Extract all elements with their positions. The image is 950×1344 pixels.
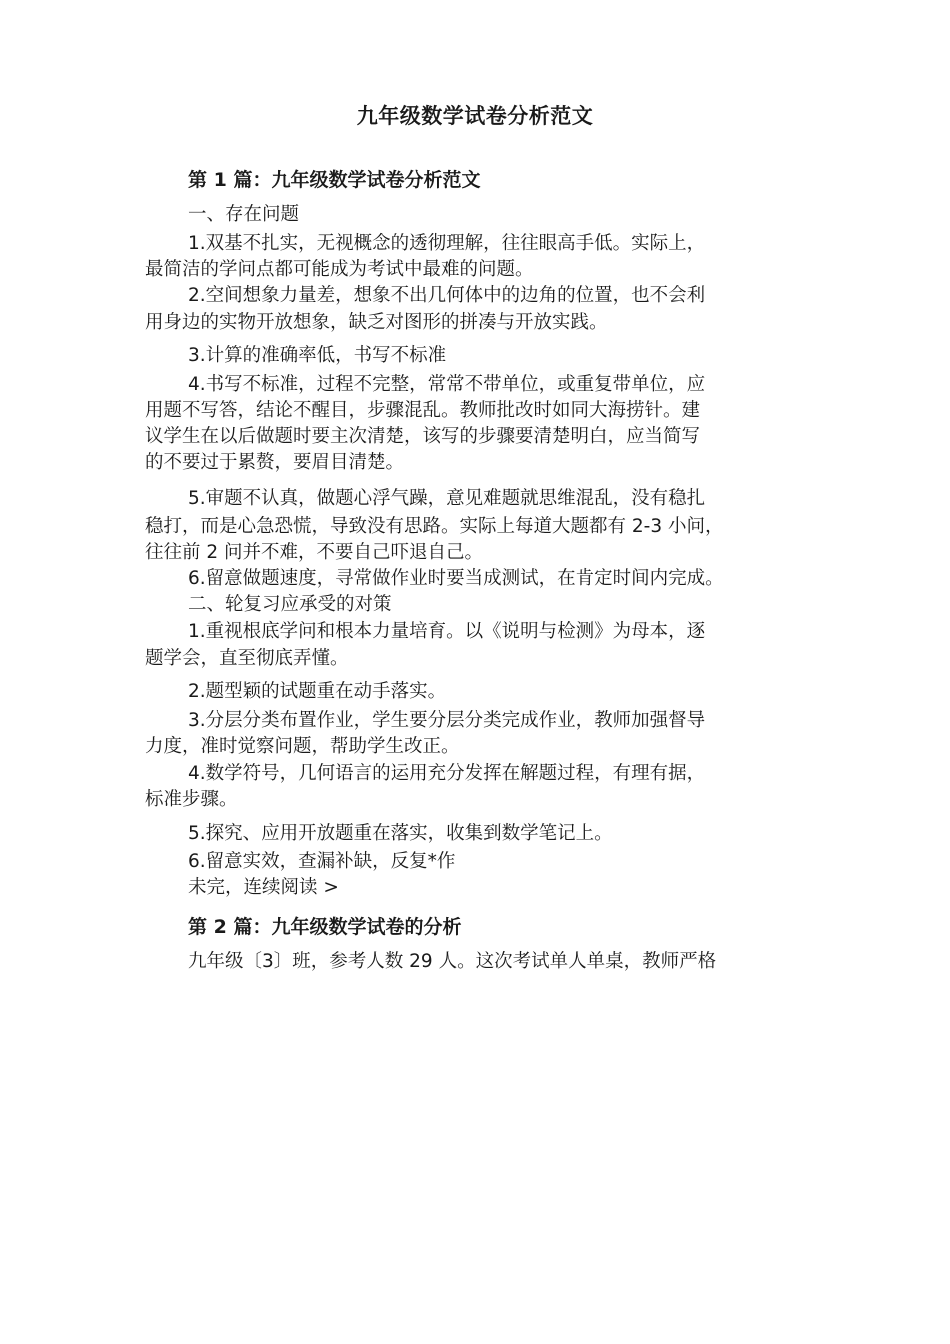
section-1-line: 3.分层分类布置作业，学生要分层分类完成作业，教师加强督导 [188,710,706,731]
section-1-line: 的不要过于累赘，要眉目清楚。 [145,452,405,473]
section-1-line: 最简洁的学问点都可能成为考试中最难的问题。 [145,259,534,280]
section-1-heading: 第 1 篇：九年级数学试卷分析范文 [188,169,481,191]
section-1-line: 3.计算的准确率低，书写不标准 [188,345,447,366]
continue-reading-link[interactable]: 未完，连续阅读 > [188,877,339,898]
section-1-line: 用题不写答，结论不醒目，步骤混乱。教师批改时如同大海捞针。建 [145,400,701,421]
section-1-line: 二、轮复习应承受的对策 [188,594,392,615]
section-1-line: 1.双基不扎实，无视概念的透彻理解，往往眼高手低。实际上， [188,233,706,254]
section-1-line: 题学会，直至彻底弄懂。 [145,648,349,669]
section-1-line: 4.书写不标准，过程不完整，常常不带单位，或重复带单位，应 [188,374,706,395]
section-1-line: 标准步骤。 [145,789,238,810]
section-1-line: 往往前 2 问并不难，不要自己吓退自己。 [145,542,484,563]
section-1-line: 议学生在以后做题时要主次清楚，该写的步骤要清楚明白，应当简写 [145,426,701,447]
section-1-line: 2.空间想象力量差，想象不出几何体中的边角的位置，也不会利 [188,285,706,306]
section-1-line: 用身边的实物开放想象，缺乏对图形的拼凑与开放实践。 [145,312,608,333]
section-1-line: 5.探究、应用开放题重在落实，收集到数学笔记上。 [188,823,613,844]
section-1-line: 6.留意做题速度，寻常做作业时要当成测试，在肯定时间内完成。 [188,568,724,589]
section-1-line: 稳打，而是心急恐慌，导致没有思路。实际上每道大题都有 2-3 小问， [145,516,724,537]
section-1-line: 4.数学符号，几何语言的运用充分发挥在解题过程，有理有据， [188,763,706,784]
section-2-line: 九年级〔3〕班，参考人数 29 人。这次考试单人单桌，教师严格 [188,951,717,972]
section-1-line: 2.题型颖的试题重在动手落实。 [188,681,447,702]
section-1-line: 一、存在问题 [188,204,300,225]
section-2-heading: 第 2 篇：九年级数学试卷的分析 [188,916,462,938]
section-1-line: 5.审题不认真，做题心浮气躁，意见难题就思维混乱，没有稳扎 [188,488,706,509]
section-1-line: 6.留意实效，查漏补缺，反复*作 [188,851,456,872]
section-1-line: 1.重视根底学问和根本力量培育。以《说明与检测》为母本，逐 [188,621,706,642]
section-1-line: 力度，准时觉察问题，帮助学生改正。 [145,736,460,757]
document-title: 九年级数学试卷分析范文 [356,104,594,128]
